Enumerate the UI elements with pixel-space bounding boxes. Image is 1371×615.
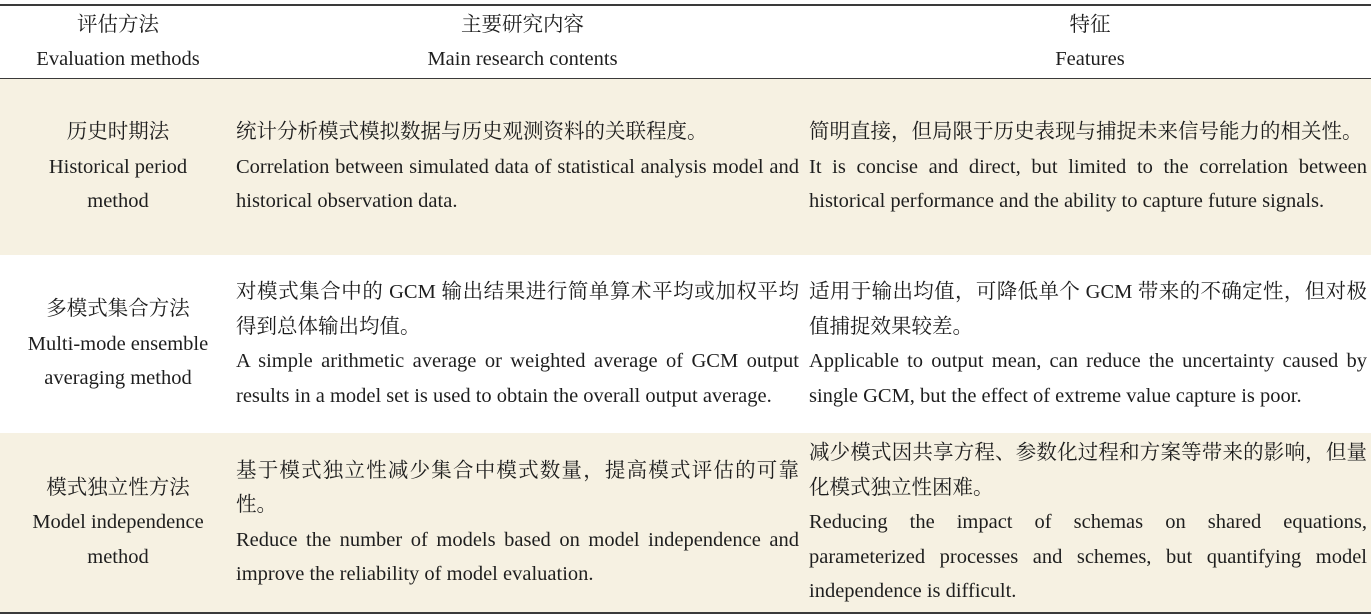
feature-zh: 简明直接，但局限于历史表现与捕捉未来信号能力的相关性。 (809, 121, 1363, 144)
feature-cell (809, 255, 1371, 433)
method-name-zh: 模式独立性方法 (46, 476, 190, 499)
method-name-en-cont: method (87, 545, 149, 568)
header-method (0, 5, 236, 79)
content-en: A simple arithmetic average or weighted average of GCM output results in a model set is used to obtain the overall output average. (236, 350, 799, 407)
header-method-zh: 评估方法 (77, 13, 159, 36)
table-row (0, 79, 1371, 256)
feature-en: Applicable to output mean, can reduce the uncertainty caused by single GCM, but the effect of extreme value capture is poor. (809, 350, 1367, 407)
header-content (236, 5, 809, 79)
content-cell (236, 255, 809, 433)
header-method-en: Evaluation methods (36, 48, 200, 70)
content-cell (236, 433, 809, 613)
method-cell (0, 433, 236, 613)
feature-zh: 适用于输出均值，可降低单个 GCM 带来的不确定性，但对极值捕捉效果较差。 (809, 281, 1367, 338)
content-zh: 对模式集合中的 GCM 输出结果进行简单算术平均或加权平均得到总体输出均值。 (236, 281, 799, 338)
method-name-en-cont: averaging method (44, 367, 192, 390)
feature-en: It is concise and direct, but limited to the correlation between historical performance and the ability to capture future signals. (809, 155, 1367, 213)
method-name-en: Model independence (32, 511, 204, 534)
content-en: Correlation between simulated data of statistical analysis model and historical observation data. (236, 155, 799, 213)
table-header-row (0, 5, 1371, 79)
method-name-zh: 历史时期法 (66, 121, 170, 144)
feature-zh: 减少模式因共享方程、参数化过程和方案等带来的影响，但量化模式独立性困难。 (809, 442, 1367, 499)
method-cell (0, 255, 236, 433)
table-row (0, 433, 1371, 613)
table-row (0, 255, 1371, 433)
content-zh: 统计分析模式模拟数据与历史观测资料的关联程度。 (236, 121, 708, 144)
method-name-zh: 多模式集合方法 (46, 298, 190, 321)
content-zh: 基于模式独立性减少集合中模式数量，提高模式评估的可靠性。 (236, 459, 799, 516)
content-cell (236, 79, 809, 256)
method-name-en: Historical period (48, 155, 188, 178)
feature-cell (809, 79, 1371, 256)
feature-en: Reducing the impact of schemas on shared equations, parameterized processes and schemes, but quantifying model independence is difficult. (809, 511, 1367, 603)
method-name-en-cont: method (87, 190, 149, 213)
method-name-en: Multi-mode ensemble (27, 332, 209, 355)
evaluation-methods-table (0, 4, 1371, 614)
header-feature-en: Features (1055, 48, 1125, 70)
header-feature-zh: 特征 (1069, 13, 1111, 36)
header-content-en: Main research contents (427, 48, 618, 70)
method-cell (0, 79, 236, 256)
header-feature (809, 5, 1371, 79)
feature-cell (809, 433, 1371, 613)
content-en: Reduce the number of models based on model independence and improve the reliability of model evaluation. (236, 528, 799, 585)
header-content-zh: 主要研究内容 (461, 13, 584, 36)
